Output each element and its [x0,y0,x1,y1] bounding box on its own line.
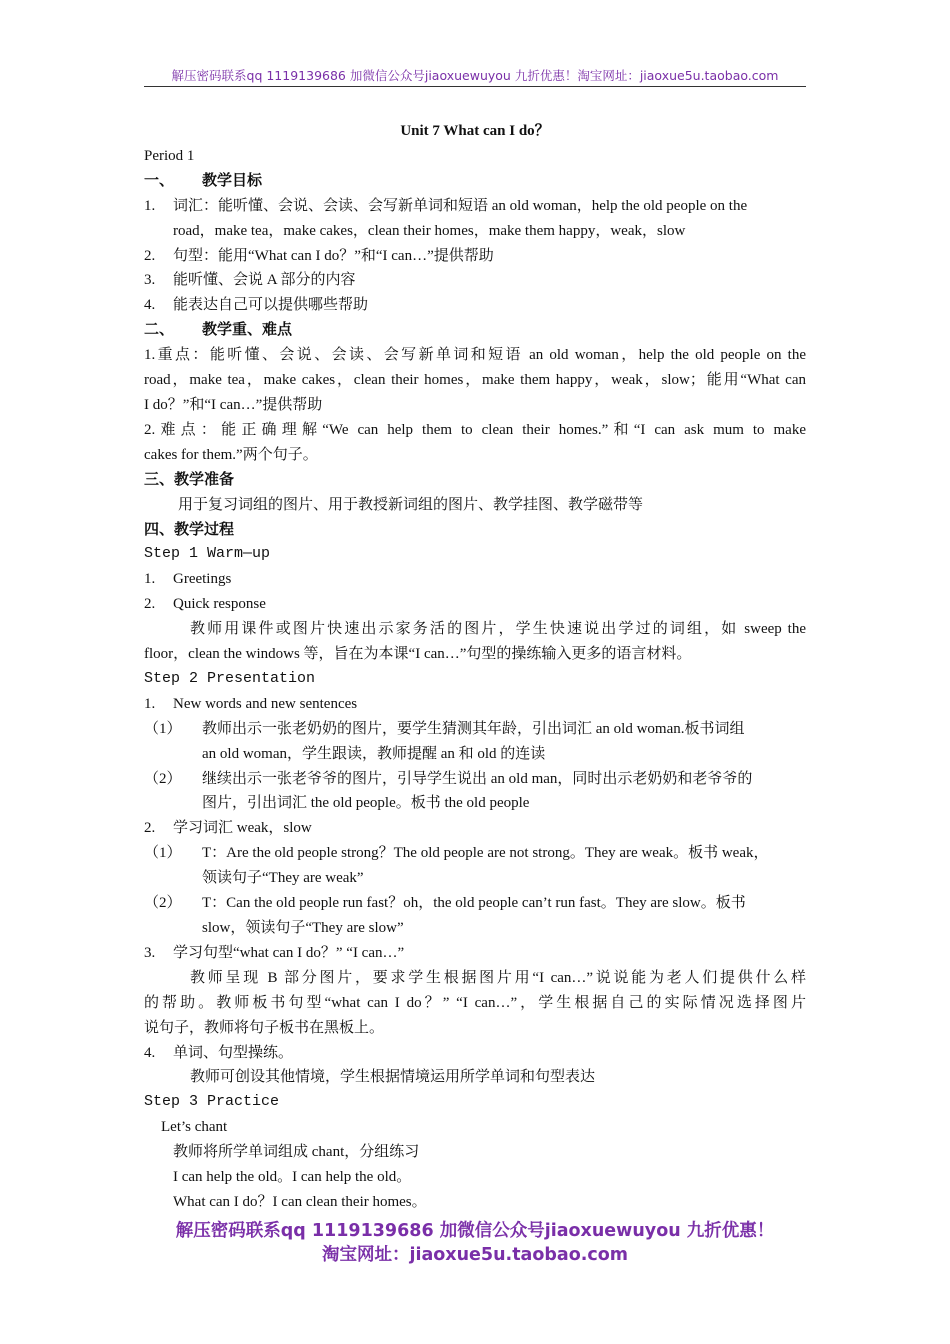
keypoint-paragraph-line: 1.重点：能听懂、会说、会读、会写新单词和短语 an old woman，help the old people on the [144,347,806,364]
subitem-text: 继续出示一张老爷爷的图片，引导学生说出 an old man，同时出示老奶奶和老爷爷的 [202,770,753,787]
step-3-line: I can help the old。I can help the old。 [173,1169,412,1186]
item-number: 2. [144,596,156,613]
step-3-heading: Step 3 Practice [144,1093,280,1111]
item-text: 能听懂、会说 A 部分的内容 [173,272,356,289]
subitem-number: （1） [144,720,182,737]
step-3-line: What can I do？I can clean their homes。 [173,1193,427,1210]
period-label: Period 1 [144,147,195,164]
goal-item-3 [144,268,806,293]
step-2-subitem-1 [144,717,806,742]
item-text: 词汇：能听懂、会说、会读、会写新单词和短语 an old woman，help the old people on the [173,197,748,214]
footer-line-1: 解压密码联系qq 1119139686 加微信公众号jiaoxuewuyou 九折优惠！ [175,1221,775,1241]
header-text: 解压密码联系qq 1119139686 加微信公众号jiaoxuewuyou 九折优惠！淘宝网址：jiaoxue5u.taobao.com [171,68,779,83]
difficulty-paragraph-line: cakes for them.”两个句子。 [144,446,318,463]
section-number: 二、 [144,322,175,339]
step-2-item-4 [144,1041,806,1066]
step-3-line: Let’s chant [161,1119,228,1136]
step-1-paragraph-line: floor，clean the windows 等，旨在为本课“I can…”句型的操练输入更多的语言材料。 [144,646,692,663]
step-2-subitem-2 [144,767,806,792]
step-2-item-1 [144,692,806,717]
subitem-number: （2） [144,895,182,912]
subitem-text: T：Are the old people strong？The old people are not strong。They are weak。板书 weak， [202,845,769,862]
item-number: 4. [144,1044,156,1061]
item-number: 2. [144,820,156,837]
item-text: 能表达自己可以提供哪些帮助 [173,297,369,314]
item-text: 单词、句型操练。 [173,1044,294,1061]
item-number: 3. [144,944,156,961]
item-number: 3. [144,272,156,289]
goal-item-1 [144,194,806,219]
item-text: New words and new sentences [173,695,358,712]
keypoint-paragraph-line: road，make tea，make cakes，clean their homes，make them happy，weak，slow；能用“What can [144,372,806,389]
step-2-paragraph-line: 教师呈现 B 部分图片，要求学生根据图片用“I can…”说说能为老人们提供什么样 [190,969,806,986]
step-3-line: 教师将所学单词组成 chant，分组练习 [173,1144,420,1161]
step-2-item-2-sub-1-continued: 领读句子“They are weak” [202,870,364,887]
section-heading-process: 四、教学过程 [144,521,235,538]
step-1-item-1 [144,567,806,592]
section-heading-preparation: 三、教学准备 [144,471,235,488]
item-number: 4. [144,297,156,314]
page-header-watermark [144,66,806,87]
preparation-text: 用于复习词组的图片、用于教授新词组的图片、教学挂图、教学磁带等 [178,496,644,513]
step-1-heading: Step 1 Warm—up [144,545,271,563]
section-number: 一、 [144,172,175,189]
item-text: 句型：能用“What can I do？”和“I can…”提供帮助 [173,247,494,264]
section-title: 教学目标 [202,172,263,189]
step-2-item-2-sub-2-continued: slow，领读句子“They are slow” [202,920,404,936]
step-2-heading: Step 2 Presentation [144,669,316,687]
item-number: 1. [144,571,156,588]
step-2-item-2-sub-1 [144,841,806,866]
subitem-number: （2） [144,770,182,787]
goal-item-1-continued: road，make tea，make cakes，clean their homes，make them happy，weak，slow [173,222,686,239]
step-2-item-3 [144,941,806,966]
item-text: Quick response [173,596,266,613]
item-number: 1. [144,695,156,712]
item-number: 2. [144,247,156,264]
step-2-paragraph-line: 的帮助。教师板书句型“what can I do？” “I can…”，学生根据自己的实际情况选择图片 [144,994,806,1011]
item-number: 1. [144,197,156,214]
step-2-item-2 [144,816,806,841]
step-2-item-2-sub-2 [144,891,806,916]
section-heading-keypoints [144,318,806,343]
goal-item-4 [144,293,806,318]
step-2-item-4-text: 教师可创设其他情境，学生根据情境运用所学单词和句型表达 [190,1069,596,1086]
goal-item-2 [144,244,806,269]
step-2-subitem-1-continued: an old woman，学生跟读，教师提醒 an 和 old 的连读 [202,745,546,762]
difficulty-paragraph-line: 2.难点：能正确理解“We can help them to clean their homes.”和“I can ask mum to make [144,421,806,438]
document-title: Unit 7 What can I do？ [400,123,550,139]
page-footer-watermark [144,1219,806,1267]
subitem-text: 教师出示一张老奶奶的图片，要学生猜测其年龄，引出词汇 an old woman.板书词组 [202,720,745,737]
step-2-subitem-2-continued: 图片，引出词汇 the old people。板书 the old people [202,795,530,812]
keypoint-paragraph-line: I do？”和“I can…”提供帮助 [144,396,323,413]
item-text: 学习词汇 weak，slow [173,820,312,837]
step-1-paragraph-line: 教师用课件或图片快速出示家务活的图片，学生快速说出学过的词组，如 sweep the [190,621,806,638]
item-text: 学习句型“what can I do？” “I can…” [173,944,405,961]
subitem-text: T：Can the old people run fast？oh，the old people can’t run fast。They are slow。板书 [202,895,746,912]
item-text: Greetings [173,571,232,588]
document-body [144,119,806,1215]
section-heading-goals [144,169,806,194]
footer-line-2: 淘宝网址：jiaoxue5u.taobao.com [321,1245,629,1265]
section-title: 教学重、难点 [202,322,293,339]
step-1-item-2 [144,592,806,617]
step-2-paragraph-line: 说句子，教师将句子板书在黑板上。 [144,1019,385,1036]
subitem-number: （1） [144,845,182,862]
